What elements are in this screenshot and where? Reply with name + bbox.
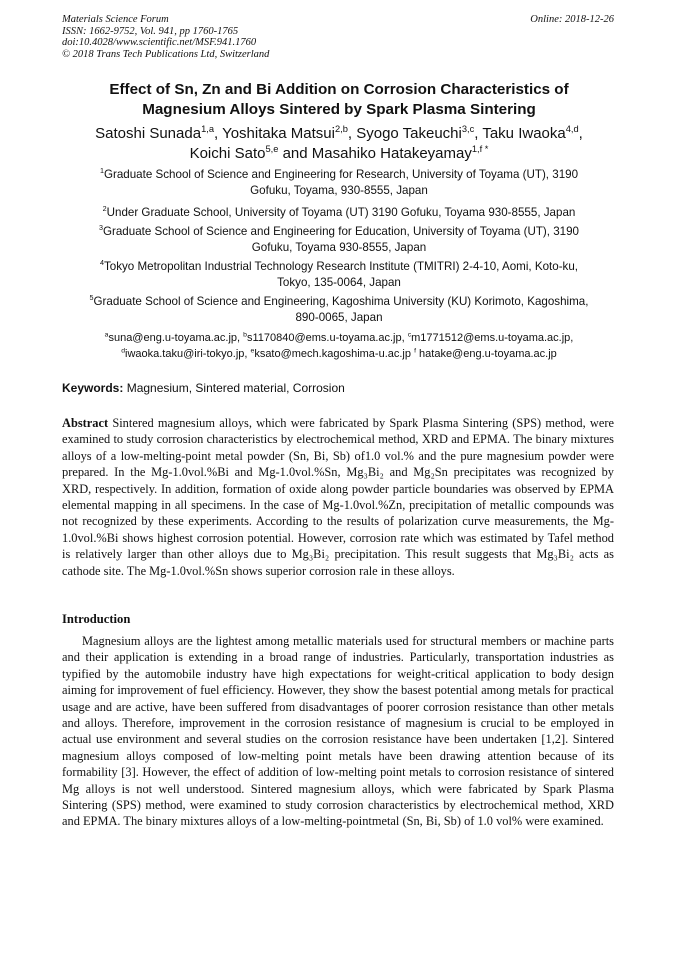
- affiliation-number: 3: [98, 223, 103, 233]
- author-superscript: 4,d: [565, 124, 579, 134]
- affiliation-line: Gofuku, Toyama, 930-8555, Japan: [250, 184, 428, 197]
- keywords-line: [62, 381, 345, 395]
- affiliation-4: [62, 259, 616, 291]
- author-superscript: 1,a: [201, 124, 214, 134]
- affiliation-3: [62, 224, 616, 256]
- journal-name: Materials Science Forum: [62, 14, 169, 25]
- abstract-label: Abstract: [62, 416, 109, 430]
- title-line-2: Magnesium Alloys Sintered by Spark Plasma Sintering: [142, 101, 536, 118]
- author-name: Yoshitaka Matsui: [222, 125, 335, 142]
- affiliation-line: Tokyo, 135-0064, Japan: [277, 276, 401, 289]
- author-name: Satoshi Sunada: [95, 125, 202, 142]
- affiliation-number: 2: [102, 204, 107, 214]
- affiliation-line: Graduate School of Science and Engineering, Kagoshima University (KU) Korimoto, Kagoshima,: [93, 295, 589, 308]
- author-superscript: 5,e: [265, 144, 279, 154]
- email-address: ksato@mech.kagoshima-u.ac.jp: [254, 348, 411, 360]
- author-separator: ,: [474, 125, 483, 142]
- author-separator: ,: [214, 125, 223, 142]
- email-list: $^a$suna@eng.u-toyama.ac.jp, $^b$s1170840@ems.u-toyama.ac.jp, $^c$m1771512@ems.u-toyama.ac.jp, $^d$iwaoka.taku@iri-tokyo.jp, $^e$ksato@mech.kagoshima-u.ac.jp $^f$ hatake@eng.u-toyama.ac.jp: [104, 331, 574, 360]
- affiliation-line: Graduate School of Science and Engineering for Research, University of Toyama (UT), 3190: [103, 168, 579, 181]
- issn-line: ISSN: 1662-9752, Vol. 941, pp 1760-1765: [62, 25, 239, 37]
- author-superscript: 3,c: [461, 124, 475, 134]
- affiliation-1: [62, 167, 616, 199]
- paper-title: [40, 80, 638, 120]
- keywords-text: Magnesium, Sintered material, Corrosion: [126, 381, 345, 395]
- affiliation-number: 1: [99, 166, 104, 176]
- journal-info: [62, 14, 269, 60]
- affiliation-line: 890-0065, Japan: [295, 311, 383, 324]
- author-name: Masahiko Hatakeyamay: [311, 145, 472, 162]
- author-separator: ,: [347, 125, 357, 142]
- keywords-label: Keywords:: [62, 381, 124, 395]
- author-list: [50, 124, 628, 164]
- email-address: hatake@eng.u-toyama.ac.jp: [419, 348, 557, 360]
- affiliation-number: 4: [99, 258, 104, 268]
- abstract-paragraph: [62, 415, 614, 579]
- email-address: s1170840@ems.u-toyama.ac.jp: [246, 332, 402, 344]
- email-address: suna@eng.u-toyama.ac.jp: [108, 332, 238, 344]
- affiliation-5: [62, 294, 616, 326]
- affiliation-number: 5: [89, 293, 94, 303]
- introduction-paragraph: Magnesium alloys are the lightest among metallic materials used for structural members or machine parts and their application is extending in a broad range of industries. Particularly, transportation industries as typified by the automobile industry have high expectations for weight-critical application to body design aiming for improvement of fuel efficiency. However, they show the basest potential among metals for practical usage and are active, have been suffered from disadvantages of poorer corrosion resistance than other metals and alloys. Therefore, improvement in the corrosion resistance of magnesium is crucial to be employed in actual use environment and several studies on the corrosion resistance have been undertaken [1,2]. Sintered magnesium alloys composed of low-melting point metals have been drawing attention because of its formability [3]. However, the effect of addition of low-melting point metals to corrosion resistance of sintered Mg alloys is not well understood. Sintered magnesium alloys, which were fabricated by Spark Plasma Sintering (SPS) method, were examined to study corrosion characteristics by electrochemical method, XRD and EPMA. The binary mixtures alloys of a low-melting-pointmetal (Sn, Bi, Sb) of 1.0 vol% were examined.: [62, 634, 614, 829]
- affiliation-line: Gofuku, Toyama 930-8555, Japan: [251, 241, 427, 254]
- title-line-1: Effect of Sn, Zn and Bi Addition on Corrosion Characteristics of: [109, 81, 569, 98]
- introduction-heading: Introduction: [62, 612, 131, 626]
- author-separator: ,: [578, 125, 583, 142]
- author-superscript: 2,b: [334, 124, 348, 134]
- author-name: Koichi Sato: [189, 145, 266, 162]
- author-name: Syogo Takeuchi: [356, 125, 462, 142]
- author-superscript: 1,f *: [471, 144, 489, 154]
- author-name: Taku Iwaoka: [482, 125, 566, 142]
- copyright-line: © 2018 Trans Tech Publications Ltd, Switzerland: [62, 48, 270, 60]
- abstract-text: Sintered magnesium alloys, which were fabricated by Spark Plasma Sintering (SPS) method, were examined to study corrosion characteristics by electrochemical method, XRD and EPMA. The binary mixtures alloys of a low-melting-point metal powder (Sn, Bi, Sb) of1.0 vol.% and the pure magnesium powder were prepared. In the Mg-1.0vol.%Bi and Mg-1.0vol.%Sn, Mg₃Bi₂ and Mg₂Sn precipitates was recognized by XRD, respectively. In addition, formation of oxide along powder particle boundaries was observed by EPMA elemental mapping in all specimens. In the case of Mg-1.0vol.%Zn, precipitation of metallic compounds was not recognized by these experiments. According to the results of polarization curve measurements, the Mg-1.0vol.%Bi shows highest corrosion potential. However, corrosion rate which was estimated by Tafel method is relatively larger than other alloys due to Mg₃Bi₂ precipitation. This result suggests that Mg₃Bi₂ acts as cathode site. The Mg-1.0vol.%Sn shows superior corrosion rale in these alloys.: [62, 416, 614, 578]
- email-address: iwaoka.taku@iri-tokyo.jp: [125, 348, 245, 360]
- author-separator: and: [278, 145, 312, 162]
- affiliation-line: Tokyo Metropolitan Industrial Technology Research Institute (TMITRI) 2-4-10, Aomi, Koto-ku,: [103, 260, 579, 273]
- email-address: m1771512@ems.u-toyama.ac.jp: [411, 332, 571, 344]
- affiliation-line: Graduate School of Science and Engineering for Education, University of Toyama (UT), 3190: [102, 225, 580, 238]
- affiliation-line: Under Graduate School, University of Toyama (UT) 3190 Gofuku, Toyama 930-8555, Japan: [106, 206, 576, 219]
- doi-line: doi:10.4028/www.scientific.net/MSF.941.1760: [62, 37, 257, 48]
- affiliation-2: [62, 205, 616, 221]
- online-date: Online: 2018-12-26: [530, 14, 614, 25]
